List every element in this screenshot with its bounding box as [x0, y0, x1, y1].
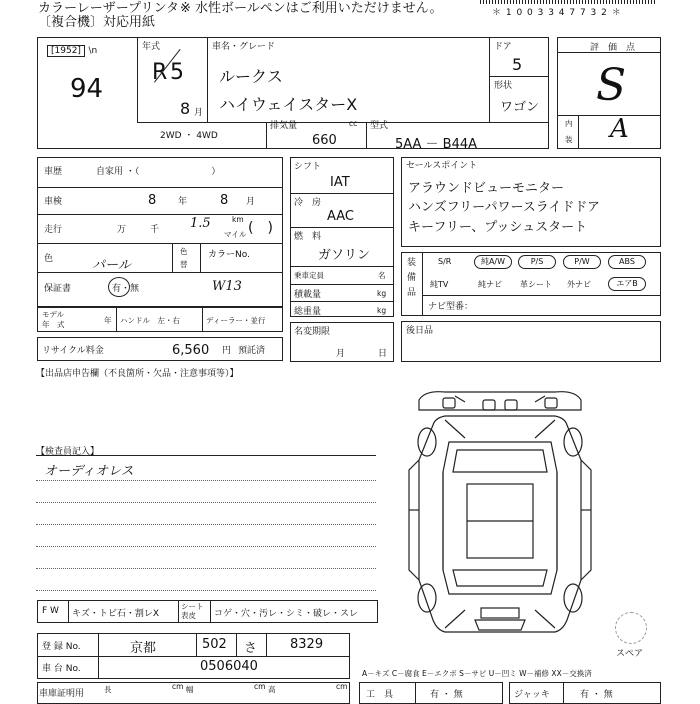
recycle-label: リサイクル料金 [42, 346, 104, 356]
inspector-note: オーディオレス [44, 464, 134, 479]
eq-power-steering: P/S [518, 255, 556, 269]
interior-label-2: 装 [565, 135, 573, 144]
eq-abs: ABS [608, 255, 646, 269]
month-unit: 月 [194, 108, 204, 118]
model-year-label-2: 年 式 [42, 320, 65, 329]
displacement-value: 660 [312, 133, 337, 148]
year-era: R [152, 60, 168, 85]
cert-length: 長 [104, 685, 112, 694]
cert-unit-3: cm [336, 682, 348, 691]
jack-label: ジャッキ [514, 690, 550, 700]
registration-class: 502 [202, 637, 227, 652]
dealer-value: ディーラー・並行 [206, 316, 266, 325]
load-unit: kg [377, 289, 387, 298]
inspection-month: 8 [220, 193, 229, 208]
jack-value: 有 ・ 無 [580, 690, 613, 700]
model-grade: ハイウェイスターX [219, 95, 358, 114]
month-value: 8 [180, 99, 191, 118]
history-value: 自家用 ・（ ） [96, 167, 221, 177]
barcode [480, 0, 655, 4]
spare-tire-icon[interactable] [615, 612, 647, 644]
weight-unit: kg [377, 306, 387, 315]
name-change-day: 日 [378, 349, 388, 359]
type-value: 5AA － B44A [395, 137, 478, 152]
door-value: 5 [512, 55, 523, 74]
model-year-unit: 年 [104, 316, 112, 325]
fw-value: キズ・トビ石・割レX [72, 609, 159, 619]
color-no-label: カラーNo. [208, 250, 250, 260]
damage-legend: A－キズ C－腐食 E－エクボ S－サビ U－凹ミ W－補修 XX－交換済 [362, 669, 592, 678]
navi-model-label: ナビ型番： [428, 302, 474, 312]
capacity-label: 乗車定員 [294, 271, 324, 280]
inspection-month-unit: 月 [246, 197, 256, 207]
recycle-status: 預託済 [238, 346, 266, 356]
seat-label: シート表皮 [181, 602, 204, 620]
inspector-label: 【検査員記入】 [36, 447, 100, 457]
cert-width: 幅 [186, 685, 194, 694]
barcode-number: ＊ 1 0 0 3 3 4 7 7 3 2 ＊ [492, 8, 622, 18]
sales-point-3: キーフリー、プッシュスタート [408, 220, 588, 235]
shape-label: 形状 [494, 81, 513, 91]
lot-number: 94 [70, 74, 104, 104]
shift-label: シフト [294, 162, 322, 172]
rating-label: 評 価 点 [590, 43, 636, 53]
later-date-box [401, 321, 661, 362]
later-date-label: 後日品 [406, 326, 434, 336]
mileage-unit-man: 万 [117, 225, 127, 235]
inspection-year-unit: 年 [178, 197, 188, 207]
model-year-label-1: モデル [42, 310, 65, 319]
inspection-label: 車検 [44, 197, 63, 207]
registration-label: 登 録 No. [42, 642, 81, 652]
equipment-label: 装備品 [407, 258, 417, 298]
inspection-year: 8 [148, 193, 157, 208]
drive-value: 2WD ・ 4WD [160, 131, 218, 141]
ac-label: 冷 房 [294, 198, 322, 208]
shift-value: IAT [330, 175, 350, 190]
color-value: パール [92, 258, 131, 273]
cert-unit-2: cm [254, 682, 266, 691]
registration-kana: さ [244, 641, 258, 656]
displacement-label: 排気量 [270, 121, 298, 131]
capacity-unit: 名 [378, 271, 386, 280]
interior-label-1: 内 [565, 119, 573, 128]
repaint-label-2: 替 [180, 260, 188, 269]
pen-notice: ※ 水性ボールペンはご利用いただけません。 [180, 1, 443, 16]
printer-label: カラーレーザープリンタ [38, 1, 180, 16]
sales-points-label: セールスポイント [406, 161, 478, 171]
warranty-value: 有・無 [112, 284, 140, 294]
type-label: 型式 [370, 121, 389, 131]
lot-prefix: [1952] \n [47, 43, 97, 56]
weight-label: 総重量 [294, 307, 322, 317]
mileage-paren: ( ) [248, 220, 273, 236]
eq-power-windows: P/W [563, 255, 601, 269]
mileage-km: km [232, 215, 244, 224]
registration-number: 8329 [290, 637, 324, 652]
model-name: ルークス [219, 67, 283, 86]
eq-external-navi: 外ナビ [567, 280, 591, 289]
color-label: 色 [44, 254, 54, 264]
car-condition-diagram[interactable] [405, 380, 595, 640]
tools-label: 工 具 [366, 690, 394, 700]
color-no-value: W13 [212, 279, 242, 294]
warranty-circle [108, 277, 130, 297]
mileage-unit-sen: 千 [150, 225, 160, 235]
displacement-unit: cc [349, 119, 358, 128]
year-label: 年式 [142, 42, 161, 52]
history-label: 車歴 [44, 167, 63, 177]
year-value: 5 [170, 60, 184, 85]
door-label: ドア [494, 42, 512, 52]
eq-leather: 革シート [520, 280, 552, 289]
chassis-label: 車 台 No. [42, 664, 81, 674]
registration-city: 京都 [130, 641, 157, 656]
interior-score: A [610, 114, 629, 144]
ac-value: AAC [327, 209, 354, 224]
notes-label: 【出品店申告欄（不良箇所・欠品・注意事項等）】 [36, 369, 239, 379]
cert-height: 高 [268, 685, 276, 694]
eq-tv: 純TV [430, 280, 449, 289]
spare-label: スペア [616, 649, 644, 659]
fw-label: F W [42, 606, 59, 616]
sales-point-1: アラウンドビューモニター [408, 181, 565, 196]
rating-score: S [596, 60, 627, 111]
mileage-label: 走行 [44, 225, 63, 235]
eq-navi: 純ナビ [478, 280, 502, 289]
handle-value: ハンドル 左・右 [120, 316, 180, 325]
paper-label: 〔複合機〕対応用紙 [38, 15, 156, 30]
name-change-label: 名変期限 [294, 327, 331, 337]
warranty-label: 保証書 [44, 284, 72, 294]
tools-value: 有 ・ 無 [430, 690, 463, 700]
fuel-value: ガソリン [318, 248, 371, 263]
mileage-mile: マイル [224, 230, 247, 239]
cert-unit-1: cm [172, 682, 184, 691]
chassis-value: 0506040 [200, 659, 258, 674]
seat-value: コゲ・穴・汚レ・シミ・破レ・スレ [214, 609, 359, 619]
recycle-value: 6,560 [172, 343, 210, 358]
shape-value: ワゴン [500, 100, 540, 115]
fuel-label: 燃 料 [294, 232, 322, 242]
eq-sunroof: S/R [438, 257, 452, 266]
load-label: 積載量 [294, 290, 322, 300]
name-change-month: 月 [336, 349, 346, 359]
mileage-value: 1.5 [190, 216, 211, 231]
eq-airbag: エアB [608, 277, 646, 291]
repaint-label-1: 色 [180, 247, 188, 256]
sales-point-2: ハンズフリーパワースライドドア [408, 200, 601, 215]
model-label: 車名・グレード [212, 42, 276, 52]
eq-alloy-wheels: 純A/W [474, 255, 512, 269]
certificate-label: 車庫証明用 [39, 689, 85, 699]
recycle-unit: 円 [222, 346, 232, 356]
